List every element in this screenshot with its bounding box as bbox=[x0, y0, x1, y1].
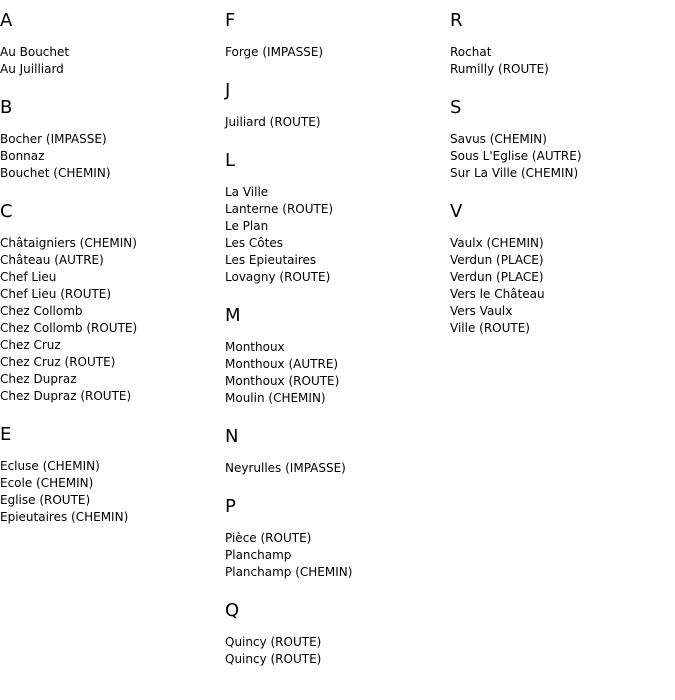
letter-heading: F bbox=[225, 10, 236, 31]
street-link[interactable]: Chez Cruz (ROUTE) bbox=[0, 355, 116, 369]
street-link[interactable]: Les Epieutaires bbox=[225, 253, 317, 267]
street-link[interactable]: Verdun (PLACE) bbox=[450, 253, 544, 267]
street-link[interactable]: Lanterne (ROUTE) bbox=[225, 202, 334, 216]
letter-group bbox=[0, 96, 225, 182]
street-link[interactable]: Monthoux bbox=[225, 340, 285, 354]
street-link[interactable]: Moulin (CHEMIN) bbox=[225, 391, 326, 405]
letter-group bbox=[0, 423, 225, 526]
street-link[interactable]: Les Côtes bbox=[225, 236, 283, 250]
street-link[interactable]: Rochat bbox=[450, 45, 492, 59]
letter-heading: A bbox=[0, 10, 13, 31]
street-link[interactable]: Vers le Château bbox=[450, 287, 545, 301]
street-link[interactable]: Planchamp (CHEMIN) bbox=[225, 565, 353, 579]
letter-heading: L bbox=[225, 150, 236, 171]
letter-heading: R bbox=[450, 10, 463, 31]
letter-heading: B bbox=[0, 97, 13, 118]
street-link[interactable]: Monthoux (AUTRE) bbox=[225, 357, 339, 371]
letter-group bbox=[225, 79, 450, 131]
letter-heading: V bbox=[450, 201, 463, 222]
street-link[interactable]: Forge (IMPASSE) bbox=[225, 45, 324, 59]
street-link[interactable]: Juiliard (ROUTE) bbox=[225, 115, 321, 129]
street-link[interactable]: Lovagny (ROUTE) bbox=[225, 270, 331, 284]
letter-heading: N bbox=[225, 426, 239, 447]
letter-group bbox=[0, 200, 225, 405]
street-link[interactable]: Epieutaires (CHEMIN) bbox=[0, 510, 129, 524]
street-link[interactable]: Chez Cruz bbox=[0, 338, 61, 352]
street-link[interactable]: Chez Dupraz bbox=[0, 372, 77, 386]
index-column-2 bbox=[225, 9, 450, 686]
street-link[interactable]: Vaulx (CHEMIN) bbox=[450, 236, 544, 250]
street-link[interactable]: Eglise (ROUTE) bbox=[0, 493, 91, 507]
street-link[interactable]: Quincy (ROUTE) bbox=[225, 652, 322, 666]
letter-group bbox=[450, 200, 675, 337]
street-link[interactable]: Pièce (ROUTE) bbox=[225, 531, 312, 545]
street-link[interactable]: Au Juilliard bbox=[0, 62, 64, 76]
street-link[interactable]: Le Plan bbox=[225, 219, 269, 233]
letter-heading: J bbox=[225, 80, 231, 101]
street-link[interactable]: Ecluse (CHEMIN) bbox=[0, 459, 100, 473]
street-link[interactable]: Sur La Ville (CHEMIN) bbox=[450, 166, 579, 180]
letter-heading: P bbox=[225, 496, 236, 517]
street-link[interactable]: Chef Lieu bbox=[0, 270, 57, 284]
street-link[interactable]: La Ville bbox=[225, 185, 269, 199]
street-link[interactable]: Châtaigniers (CHEMIN) bbox=[0, 236, 137, 250]
letter-group bbox=[225, 599, 450, 668]
street-link[interactable]: Au Bouchet bbox=[0, 45, 70, 59]
street-link[interactable]: Chez Collomb (ROUTE) bbox=[0, 321, 138, 335]
street-link[interactable]: Bocher (IMPASSE) bbox=[0, 132, 107, 146]
letter-group bbox=[450, 9, 675, 78]
letter-heading: S bbox=[450, 97, 462, 118]
street-link[interactable]: Bouchet (CHEMIN) bbox=[0, 166, 111, 180]
street-link[interactable]: Bonnaz bbox=[0, 149, 45, 163]
letter-group bbox=[450, 96, 675, 182]
street-link[interactable]: Verdun (PLACE) bbox=[450, 270, 544, 284]
letter-heading: C bbox=[0, 201, 13, 222]
street-link[interactable]: Ville (ROUTE) bbox=[450, 321, 530, 335]
letter-group bbox=[225, 425, 450, 477]
street-link[interactable]: Chez Dupraz (ROUTE) bbox=[0, 389, 132, 403]
street-link[interactable]: Ecole (CHEMIN) bbox=[0, 476, 94, 490]
street-link[interactable]: Chez Collomb bbox=[0, 304, 83, 318]
street-link[interactable]: Vers Vaulx bbox=[450, 304, 513, 318]
street-link[interactable]: Planchamp bbox=[225, 548, 292, 562]
street-link[interactable]: Neyrulles (IMPASSE) bbox=[225, 461, 346, 475]
street-link[interactable]: Chef Lieu (ROUTE) bbox=[0, 287, 112, 301]
street-link[interactable]: Savus (CHEMIN) bbox=[450, 132, 547, 146]
letter-group bbox=[225, 9, 450, 61]
street-link[interactable]: Quincy (ROUTE) bbox=[225, 635, 322, 649]
street-link[interactable]: Château (AUTRE) bbox=[0, 253, 104, 267]
letter-heading: M bbox=[225, 305, 241, 326]
letter-group bbox=[225, 149, 450, 286]
index-column-3 bbox=[450, 9, 675, 355]
letter-group bbox=[225, 304, 450, 407]
letter-heading: E bbox=[0, 424, 12, 445]
street-link[interactable]: Rumilly (ROUTE) bbox=[450, 62, 549, 76]
street-link[interactable]: Monthoux (ROUTE) bbox=[225, 374, 340, 388]
letter-group bbox=[0, 9, 225, 78]
letter-heading: Q bbox=[225, 600, 240, 621]
index-column-1 bbox=[0, 9, 225, 544]
street-link[interactable]: Sous L'Eglise (AUTRE) bbox=[450, 149, 582, 163]
letter-group bbox=[225, 495, 450, 581]
